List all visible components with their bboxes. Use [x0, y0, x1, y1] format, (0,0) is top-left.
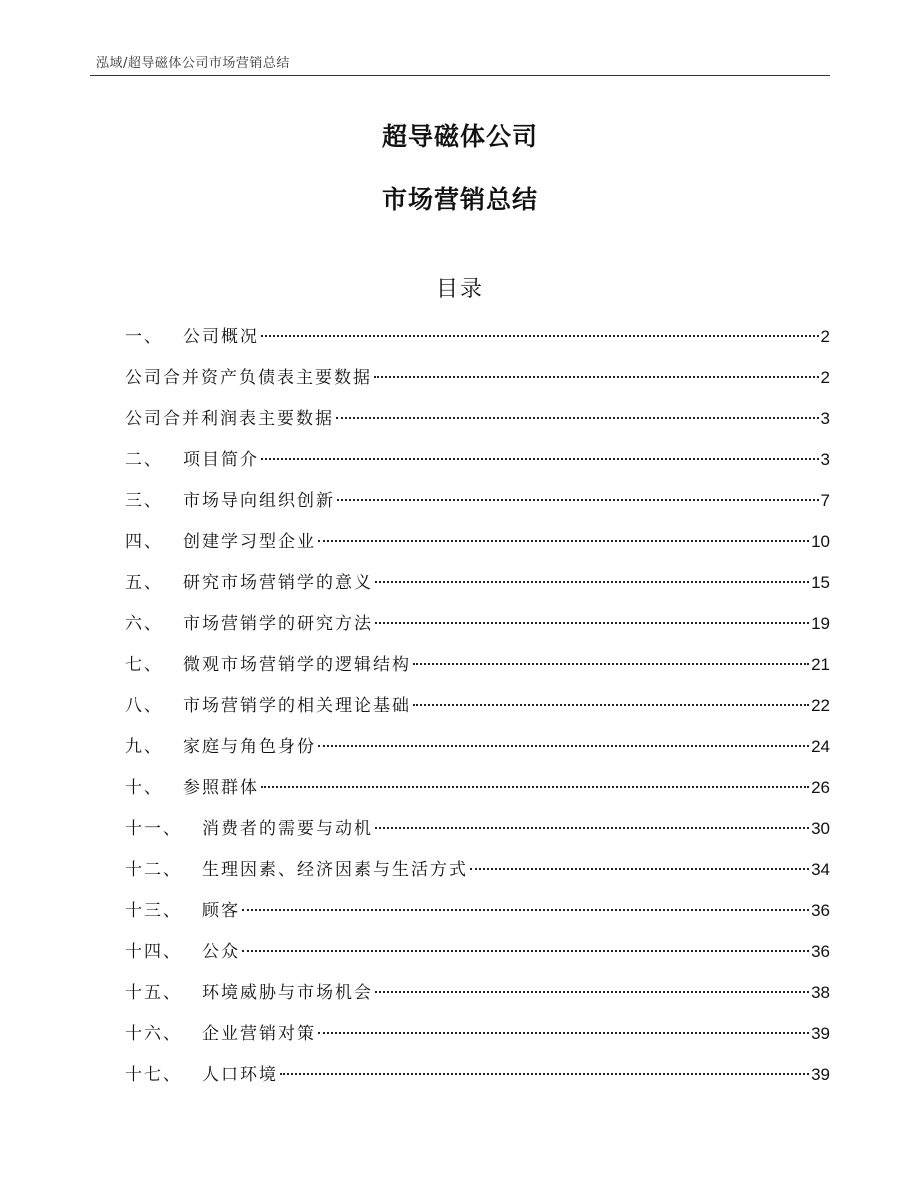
- toc-entry-text: 企业营销对策: [202, 1024, 316, 1044]
- toc-entry-page: 39: [811, 1024, 830, 1043]
- toc-entry-page: 24: [811, 737, 830, 756]
- toc-entry-text: 微观市场营销学的逻辑结构: [183, 655, 411, 675]
- toc-leader-dots: [318, 1032, 809, 1034]
- toc-entry-page: 3: [820, 450, 830, 469]
- toc-leader-dots: [375, 827, 809, 829]
- toc-entry[interactable]: [125, 855, 830, 896]
- toc-leader-dots: [337, 499, 819, 501]
- toc-entry-page: 30: [811, 819, 830, 838]
- toc-entry-page: 10: [811, 532, 830, 551]
- toc-entry[interactable]: [125, 814, 830, 855]
- toc-entry-label: [125, 650, 411, 680]
- toc-entry-text: 市场营销学的相关理论基础: [183, 696, 411, 716]
- toc-leader-dots: [336, 417, 819, 419]
- toc-entry[interactable]: [125, 1019, 830, 1060]
- toc-entry-label: [125, 814, 373, 844]
- toc-entry-page: 2: [820, 327, 830, 346]
- toc-entry-text: 研究市场营销学的意义: [183, 573, 373, 593]
- toc-leader-dots: [375, 581, 809, 583]
- toc-entry-text: 项目简介: [183, 450, 259, 470]
- toc-entry[interactable]: [125, 978, 830, 1019]
- toc-entry-text: 人口环境: [202, 1065, 278, 1085]
- toc-leader-dots: [261, 458, 819, 460]
- toc-entry-label: [125, 322, 259, 352]
- toc-entry-number: 十五、: [125, 983, 182, 1003]
- toc-entry-number: 十四、: [125, 942, 182, 962]
- toc-entry[interactable]: [125, 1060, 830, 1101]
- toc-leader-dots: [375, 622, 809, 624]
- toc-leader-dots: [374, 376, 819, 378]
- toc-entry[interactable]: [125, 609, 830, 650]
- toc-leader-dots: [413, 663, 809, 665]
- toc-entry-number: 十六、: [125, 1024, 182, 1044]
- toc-entry[interactable]: [125, 937, 830, 978]
- toc-entry-text: 市场导向组织创新: [183, 491, 335, 511]
- toc-entry-label: [125, 937, 240, 967]
- toc-entry-number: 十二、: [125, 860, 182, 880]
- toc-entry-label: [125, 363, 372, 393]
- toc-entry-label: [125, 527, 316, 557]
- toc-entry-number: 十、: [125, 778, 163, 798]
- toc-entry-page: 36: [811, 901, 830, 920]
- toc-entry-page: 22: [811, 696, 830, 715]
- toc-entry-label: [125, 609, 373, 639]
- toc-entry-label: [125, 773, 259, 803]
- toc-entry[interactable]: [125, 322, 830, 363]
- toc-entry-label: [125, 486, 335, 516]
- toc-entry-text: 参照群体: [183, 778, 259, 798]
- toc-entry-text: 家庭与角色身份: [183, 737, 316, 757]
- toc-leader-dots: [413, 704, 809, 706]
- toc-leader-dots: [261, 786, 809, 788]
- toc-entry-text: 公司合并利润表主要数据: [125, 409, 334, 429]
- toc-entry-label: [125, 404, 334, 434]
- toc-entry[interactable]: [125, 527, 830, 568]
- toc-entry-page: 36: [811, 942, 830, 961]
- toc-entry-label: [125, 855, 468, 885]
- document-title-line1: 超导磁体公司: [381, 122, 538, 151]
- toc-entry-page: 3: [820, 409, 830, 428]
- toc-leader-dots: [470, 868, 809, 870]
- toc-entry-text: 公众: [202, 942, 240, 962]
- toc-entry-page: 34: [811, 860, 830, 879]
- toc-entry-label: [125, 568, 373, 598]
- toc-entry[interactable]: [125, 404, 830, 445]
- toc-entry-number: 九、: [125, 737, 163, 757]
- toc-entry[interactable]: [125, 773, 830, 814]
- toc-leader-dots: [375, 991, 809, 993]
- toc-leader-dots: [318, 745, 809, 747]
- header-divider: [90, 75, 830, 76]
- toc-leader-dots: [261, 335, 819, 337]
- toc-entry-text: 市场营销学的研究方法: [183, 614, 373, 634]
- toc-entry[interactable]: [125, 363, 830, 404]
- toc-entry-number: 六、: [125, 614, 163, 634]
- toc-entry-number: 四、: [125, 532, 163, 552]
- toc-entry-label: [125, 1060, 278, 1090]
- toc-entry-page: 19: [811, 614, 830, 633]
- toc-entry[interactable]: [125, 896, 830, 937]
- toc-entry-text: 顾客: [202, 901, 240, 921]
- toc-entry-page: 2: [820, 368, 830, 387]
- toc-entry[interactable]: [125, 732, 830, 773]
- toc-heading: 目录: [435, 277, 484, 302]
- table-of-contents: [125, 322, 830, 1101]
- toc-entry-number: 一、: [125, 327, 163, 347]
- toc-entry[interactable]: [125, 691, 830, 732]
- toc-entry-text: 公司概况: [183, 327, 259, 347]
- toc-entry-page: 15: [811, 573, 830, 592]
- toc-entry-page: 39: [811, 1065, 830, 1084]
- toc-entry-number: 二、: [125, 450, 163, 470]
- toc-entry-label: [125, 732, 316, 762]
- toc-entry-page: 38: [811, 983, 830, 1002]
- toc-entry-label: [125, 896, 240, 926]
- toc-entry[interactable]: [125, 445, 830, 486]
- toc-entry-label: [125, 1019, 316, 1049]
- toc-entry-number: 八、: [125, 696, 163, 716]
- toc-entry-number: 七、: [125, 655, 163, 675]
- toc-entry-page: 26: [811, 778, 830, 797]
- document-title-line2: 市场营销总结: [381, 185, 538, 214]
- toc-leader-dots: [318, 540, 809, 542]
- toc-entry-label: [125, 978, 373, 1008]
- toc-entry-number: 五、: [125, 573, 163, 593]
- toc-entry[interactable]: [125, 650, 830, 691]
- toc-entry-number: 十三、: [125, 901, 182, 921]
- toc-entry-text: 消费者的需要与动机: [202, 819, 373, 839]
- toc-entry[interactable]: [125, 486, 830, 527]
- toc-entry-page: 21: [811, 655, 830, 674]
- toc-entry-number: 三、: [125, 491, 163, 511]
- toc-entry-text: 公司合并资产负债表主要数据: [125, 368, 372, 388]
- toc-entry-text: 生理因素、经济因素与生活方式: [202, 860, 468, 880]
- toc-entry-text: 环境威胁与市场机会: [202, 983, 373, 1003]
- toc-entry-page: 7: [820, 491, 830, 510]
- toc-entry-label: [125, 445, 259, 475]
- document-header: 泓域/超导磁体公司市场营销总结: [96, 56, 290, 71]
- toc-entry-number: 十七、: [125, 1065, 182, 1085]
- toc-entry-label: [125, 691, 411, 721]
- toc-entry[interactable]: [125, 568, 830, 609]
- toc-leader-dots: [280, 1073, 809, 1075]
- toc-leader-dots: [242, 950, 809, 952]
- toc-leader-dots: [242, 909, 809, 911]
- toc-entry-text: 创建学习型企业: [183, 532, 316, 552]
- toc-entry-number: 十一、: [125, 819, 182, 839]
